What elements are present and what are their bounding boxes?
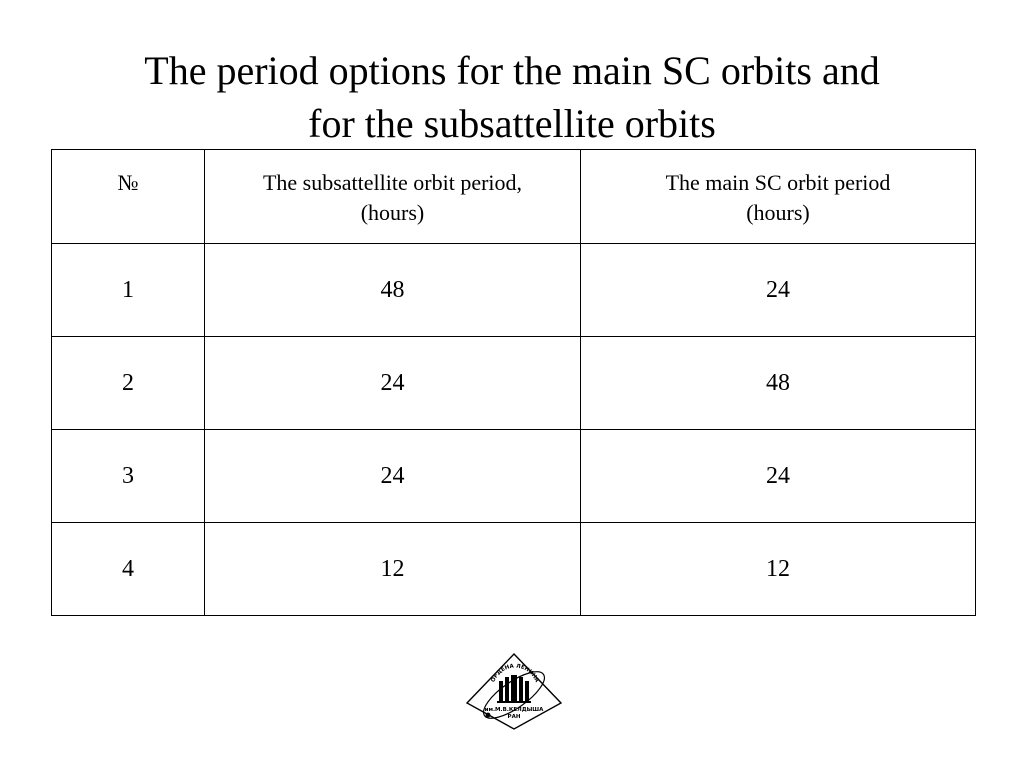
cell-main-period: 24 [581, 244, 976, 337]
cell-main-period: 12 [581, 523, 976, 616]
header-main-line-1: The main SC orbit period [665, 170, 891, 195]
logo-text-line-1: им.М.В.КЕЛДЫША [484, 707, 544, 713]
header-subsatellite-line-2: (hours) [360, 200, 425, 225]
table-row [52, 430, 976, 523]
institute-logo [464, 651, 564, 731]
cell-subsatellite-period: 12 [205, 523, 581, 616]
logo-arc-text: ОРДЕНА ЛЕНИНА [490, 663, 540, 684]
cell-number: 1 [52, 244, 205, 337]
period-options-table [51, 149, 976, 616]
slide-title-line-1: The period options for the main SC orbits and [144, 48, 880, 93]
cell-subsatellite-period: 24 [205, 337, 581, 430]
table-row [52, 244, 976, 337]
cell-number: 4 [52, 523, 205, 616]
cell-number: 2 [52, 337, 205, 430]
table-row [52, 523, 976, 616]
header-main-line-2: (hours) [746, 200, 810, 225]
logo-satellite-dot [486, 713, 491, 718]
logo-text-line-2: РАН [507, 714, 521, 720]
cell-number: 3 [52, 430, 205, 523]
cell-main-period: 24 [581, 430, 976, 523]
header-subsatellite-line-1: The subsattellite orbit period, [262, 170, 523, 195]
table-row [52, 337, 976, 430]
slide-title-line-2: for the subsattellite orbits [308, 101, 716, 146]
cell-subsatellite-period: 48 [205, 244, 581, 337]
header-subsatellite-period [205, 150, 581, 244]
cell-subsatellite-period: 24 [205, 430, 581, 523]
header-number: № [52, 150, 205, 244]
cell-main-period: 48 [581, 337, 976, 430]
header-main-period [581, 150, 976, 244]
table-header-row [52, 150, 976, 244]
slide-title [0, 44, 1024, 150]
